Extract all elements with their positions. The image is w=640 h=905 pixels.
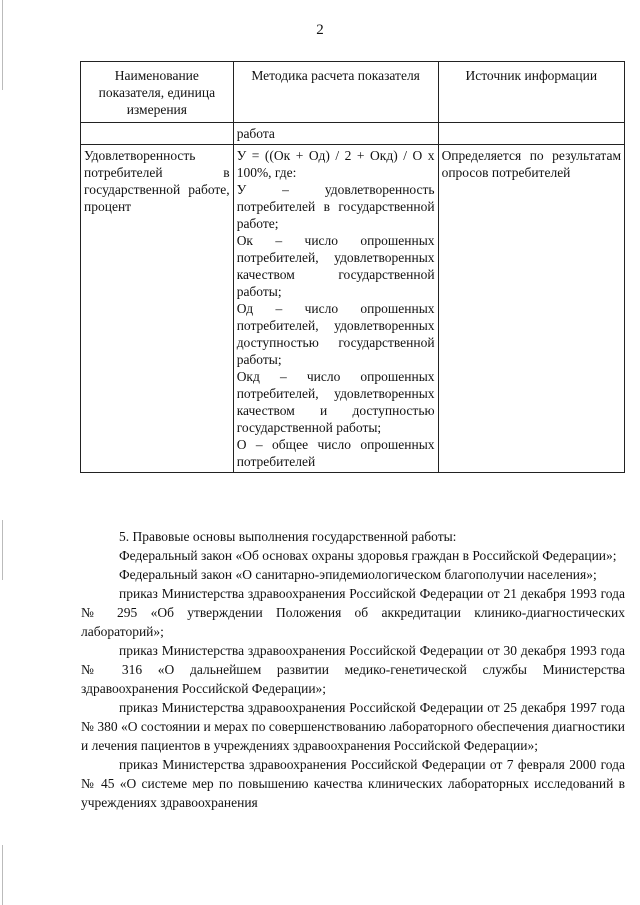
- cell-method: работа: [233, 123, 438, 145]
- formula-term: Окд – число опрошенных потребителей, удовлетворенных качеством и доступностью государственной работы;: [236, 369, 435, 435]
- list-item: приказ Министерства здравоохранения Российской Федерации от 21 декабря 1993 года № 295 «Об утверждении Положения об аккредитации клинико-диагностических лабораторий»;: [81, 586, 625, 639]
- header-indicator-name: Наименование показателя, единица измерения: [81, 62, 234, 123]
- formula-term: Од – число опрошенных потребителей, удовлетворенных доступностью государственной работы;: [236, 301, 435, 367]
- list-item: Федеральный закон «О санитарно-эпидемиологическом благополучии населения»;: [119, 567, 597, 582]
- formula-line: У = ((Ок + Од) / 2 + Окд) / О х 100%, где:: [236, 148, 435, 180]
- section-heading: 5. Правовые основы выполнения государственной работы:: [119, 529, 457, 544]
- legal-basis-section: [81, 527, 625, 812]
- cell-indicator-name: Удовлетворенность потребителей в государственной работе, процент: [81, 145, 234, 473]
- indicator-table: [80, 61, 625, 473]
- table-header-row: [81, 62, 625, 123]
- scan-edge-mark: [2, 0, 3, 90]
- cell-indicator-name: [81, 123, 234, 145]
- formula-term: О – общее число опрошенных потребителей: [236, 437, 435, 469]
- table-row: [81, 123, 625, 145]
- table-row: [81, 145, 625, 473]
- header-method: Методика расчета показателя: [233, 62, 438, 123]
- header-source: Источник информации: [438, 62, 624, 123]
- scan-edge-mark: [2, 845, 3, 905]
- formula-term: Ок – число опрошенных потребителей, удовлетворенных качеством государственной работы;: [236, 233, 435, 299]
- cell-source: [438, 123, 624, 145]
- list-item: приказ Министерства здравоохранения Российской Федерации от 7 февраля 2000 года № 45 «О системе мер по повышению качества клинических лабораторных исследований в учреждениях здравоохранения: [81, 757, 625, 810]
- cell-method: [233, 145, 438, 473]
- scan-edge-mark: [2, 520, 3, 580]
- list-item: Федеральный закон «Об основах охраны здоровья граждан в Российской Федерации»;: [119, 548, 617, 563]
- cell-source: Определяется по результатам опросов потребителей: [438, 145, 624, 473]
- page-number: 2: [316, 22, 324, 38]
- list-item: приказ Министерства здравоохранения Российской Федерации от 30 декабря 1993 года № 316 «О дальнейшем развитии медико-генетической службы Министерства здравоохранения Российской Федерации»;: [81, 643, 625, 696]
- formula-term: У – удовлетворенность потребителей в государственной работе;: [236, 182, 435, 231]
- list-item: приказ Министерства здравоохранения Российской Федерации от 25 декабря 1997 года № 380 «О состоянии и мерах по совершенствованию лабораторного обеспечения диагностики и лечения пациентов в учреждениях здравоохранения Российской Федерации»;: [81, 700, 625, 753]
